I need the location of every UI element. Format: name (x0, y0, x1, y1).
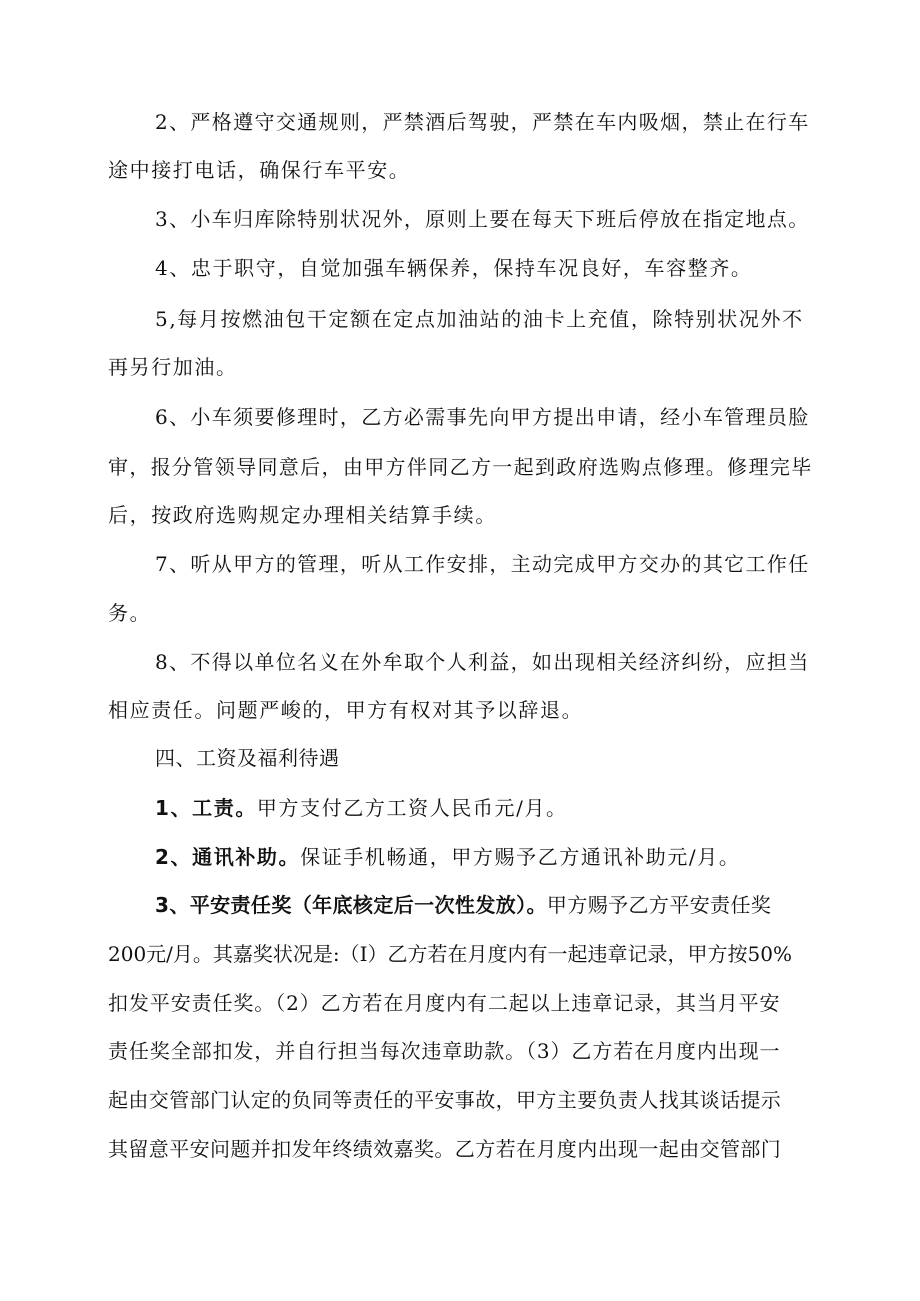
paragraph-line: 2、严格遵守交通规则，严禁酒后驾驶，严禁在车内吸烟，禁止在行车 (155, 110, 810, 134)
item-label: 2、通讯补助。 (155, 845, 301, 869)
paragraph-line: 其留意平安问题并扣发年终绩效嘉奖。乙方若在月度内出现一起由交管部门 (108, 1137, 782, 1161)
paragraph-line: 责任奖全部扣发，并自行担当每次违章助款。（3）乙方若在月度内出现一 (108, 1039, 781, 1063)
paragraph-line: 200元/月。其嘉奖状况是:（I）乙方若在月度内有一起违章记录，甲方按50% (108, 942, 793, 966)
paragraph-line: 扣发平安责任奖。（2）乙方若在月度内有二起以上违章记录，其当月平安 (108, 991, 781, 1015)
paragraph-line: 5,每月按燃油包干定额在定点加油站的油卡上充值，除特别状况外不 (155, 307, 804, 331)
paragraph-line: 7、听从甲方的管理，听从工作安排，主动完成甲方交办的其它工作任 (155, 552, 810, 576)
paragraph-line: 3、小车归库除特别状况外，原则上要在每天下班后停放在指定地点。 (155, 207, 810, 231)
paragraph-line: 起由交管部门认定的负同等责任的平安事故，甲方主要负责人找其谈话提示 (108, 1088, 782, 1112)
paragraph-line: 审，报分管领导同意后，由甲方伴同乙方一起到政府选购点修理。修理完毕 (108, 455, 813, 479)
paragraph-line: 务。 (108, 601, 152, 625)
paragraph-line: 4、忠于职守，自觉加强车辆保养，保持车况良好，车容整齐。 (155, 256, 753, 280)
item-label: 1、工责。 (155, 796, 257, 820)
item-label: 3、平安责任奖（年底核定后一次性发放）。 (155, 893, 547, 917)
section-heading: 四、工资及福利待遇 (155, 746, 340, 770)
paragraph-line: 2、通讯补助。保证手机畅通，甲方赐予乙方通讯补助元/月。 (155, 845, 741, 869)
paragraph-line: 相应责任。问题严峻的，甲方有权对其予以辞退。 (108, 698, 584, 722)
paragraph-line: 8、不得以单位名义在外牟取个人利益，如出现相关经济纠纷，应担当 (155, 650, 810, 674)
paragraph-line: 3、平安责任奖（年底核定后一次性发放）。甲方赐予乙方平安责任奖 (155, 893, 772, 917)
paragraph-line: 途中接打电话，确保行车平安。 (108, 158, 411, 182)
paragraph-line: 6、小车须要修理时，乙方必需事先向甲方提出申请，经小车管理员脸 (155, 405, 810, 429)
paragraph-line: 再另行加油。 (108, 355, 238, 379)
paragraph-line: 1、工责。甲方支付乙方工资人民币元/月。 (155, 796, 568, 820)
paragraph-line: 后，按政府选购规定办理相关结算手续。 (108, 503, 497, 527)
